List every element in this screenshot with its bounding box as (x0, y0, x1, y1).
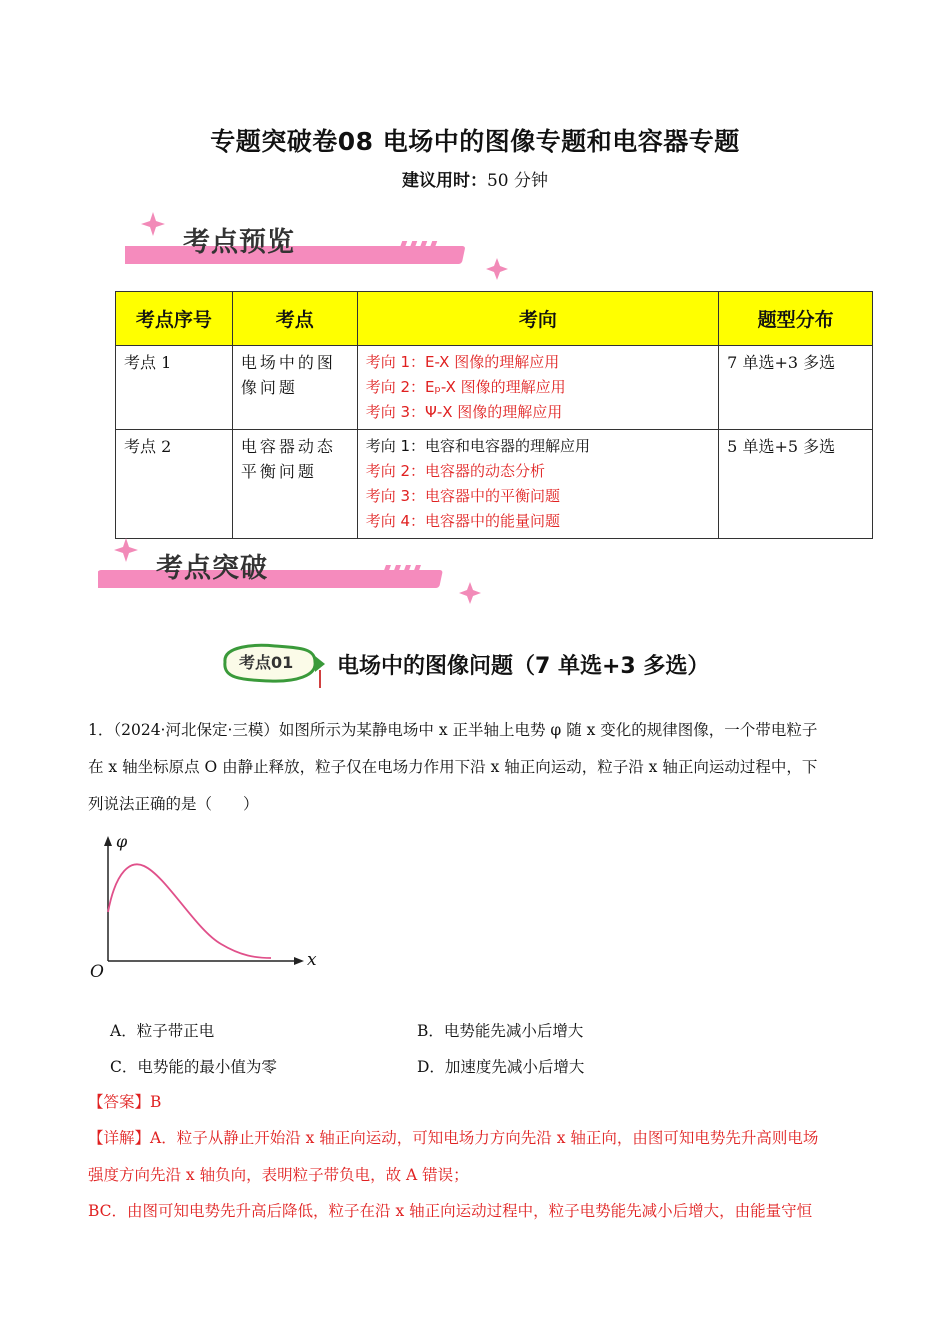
direction-item: 考向 1：E-X 图像的理解应用 (365, 353, 560, 371)
banner-preview (125, 206, 515, 286)
direction-item: 考向 2：电容器的动态分析 (365, 462, 546, 480)
potential-curve (108, 864, 271, 958)
banner-breakthrough-text: 考点突破 (156, 553, 268, 584)
option-c: C．电势能的最小值为零 (110, 1058, 277, 1076)
x-axis-label: x (307, 950, 317, 970)
time-label: 建议用时： (401, 171, 487, 191)
answer-label: 【答案】B (88, 1093, 162, 1111)
suggested-time (0, 166, 950, 191)
table-header: 考向 (357, 292, 718, 346)
table-header: 考点序号 (116, 292, 233, 346)
table-cell-num: 考点 2 (116, 430, 233, 539)
table-cell-directions (357, 430, 718, 539)
direction-item: 考向 3：电容器中的平衡问题 (365, 487, 561, 505)
overview-table (115, 291, 873, 539)
direction-item: 考向 1：电容和电容器的理解应用 (365, 437, 591, 455)
table-cell-num: 考点 1 (116, 346, 233, 430)
option-a: A．粒子带正电 (110, 1022, 215, 1040)
potential-graph (86, 830, 326, 985)
banner-preview-text: 考点预览 (183, 227, 295, 258)
table-cell-directions (357, 346, 718, 430)
table-cell-topic: 电场中的图像问题 (232, 346, 357, 430)
option-d: D．加速度先减小后增大 (417, 1058, 585, 1076)
section-badge (215, 640, 323, 686)
question-line: 1．（2024·河北保定·三模）如图所示为某静电场中 x 正半轴上电势 φ 随 x 变化的规律图像，一个带电粒子 (88, 721, 818, 739)
table-header-row (116, 292, 873, 346)
graph-svg (86, 830, 326, 985)
page-title: 专题突破卷08 电场中的图像专题和电容器专题 (210, 127, 740, 156)
direction-item: 考向 2：Eₚ-X 图像的理解应用 (365, 378, 566, 396)
y-axis-label: φ (116, 832, 128, 851)
banner-breakthrough (98, 532, 488, 612)
table-cell-topic: 电容器动态平衡问题 (232, 430, 357, 539)
table-header: 考点 (232, 292, 357, 346)
table-cell-dist: 5 单选+5 多选 (719, 430, 873, 539)
time-value: 50 分钟 (486, 171, 549, 191)
question-line: 在 x 轴坐标原点 O 由静止释放，粒子仅在电场力作用下沿 x 轴正向运动，粒子沿 x 轴正向运动过程中，下 (88, 758, 818, 776)
origin-label: O (90, 962, 104, 982)
table-row (116, 346, 873, 430)
answer-detail: 强度方向先沿 x 轴负向，表明粒子带负电，故 A 错误； (88, 1166, 469, 1184)
option-b: B．电势能先减小后增大 (417, 1022, 584, 1040)
direction-item: 考向 3：Ψ-X 图像的理解应用 (365, 403, 563, 421)
direction-item: 考向 4：电容器中的能量问题 (365, 512, 561, 530)
y-arrow-icon (104, 836, 112, 846)
section-title: 电场中的图像问题（7 单选+3 多选） (337, 654, 710, 679)
answer-detail: 【详解】A．粒子从静止开始沿 x 轴正向运动，可知电场力方向先沿 x 轴正向，由图可知电势先升高则电场 (88, 1129, 819, 1147)
question-line: 列说法正确的是（ ） (88, 795, 259, 813)
table-row (116, 430, 873, 539)
answer-detail: BC．由图可知电势先升高后降低，粒子在沿 x 轴正向运动过程中，粒子电势能先减小后增大，由能量守恒 (88, 1202, 813, 1220)
table-cell-dist: 7 单选+3 多选 (719, 346, 873, 430)
question-text (88, 712, 868, 823)
x-arrow-icon (294, 957, 304, 965)
badge-text: 考点01 (239, 653, 294, 672)
table-header: 题型分布 (719, 292, 873, 346)
